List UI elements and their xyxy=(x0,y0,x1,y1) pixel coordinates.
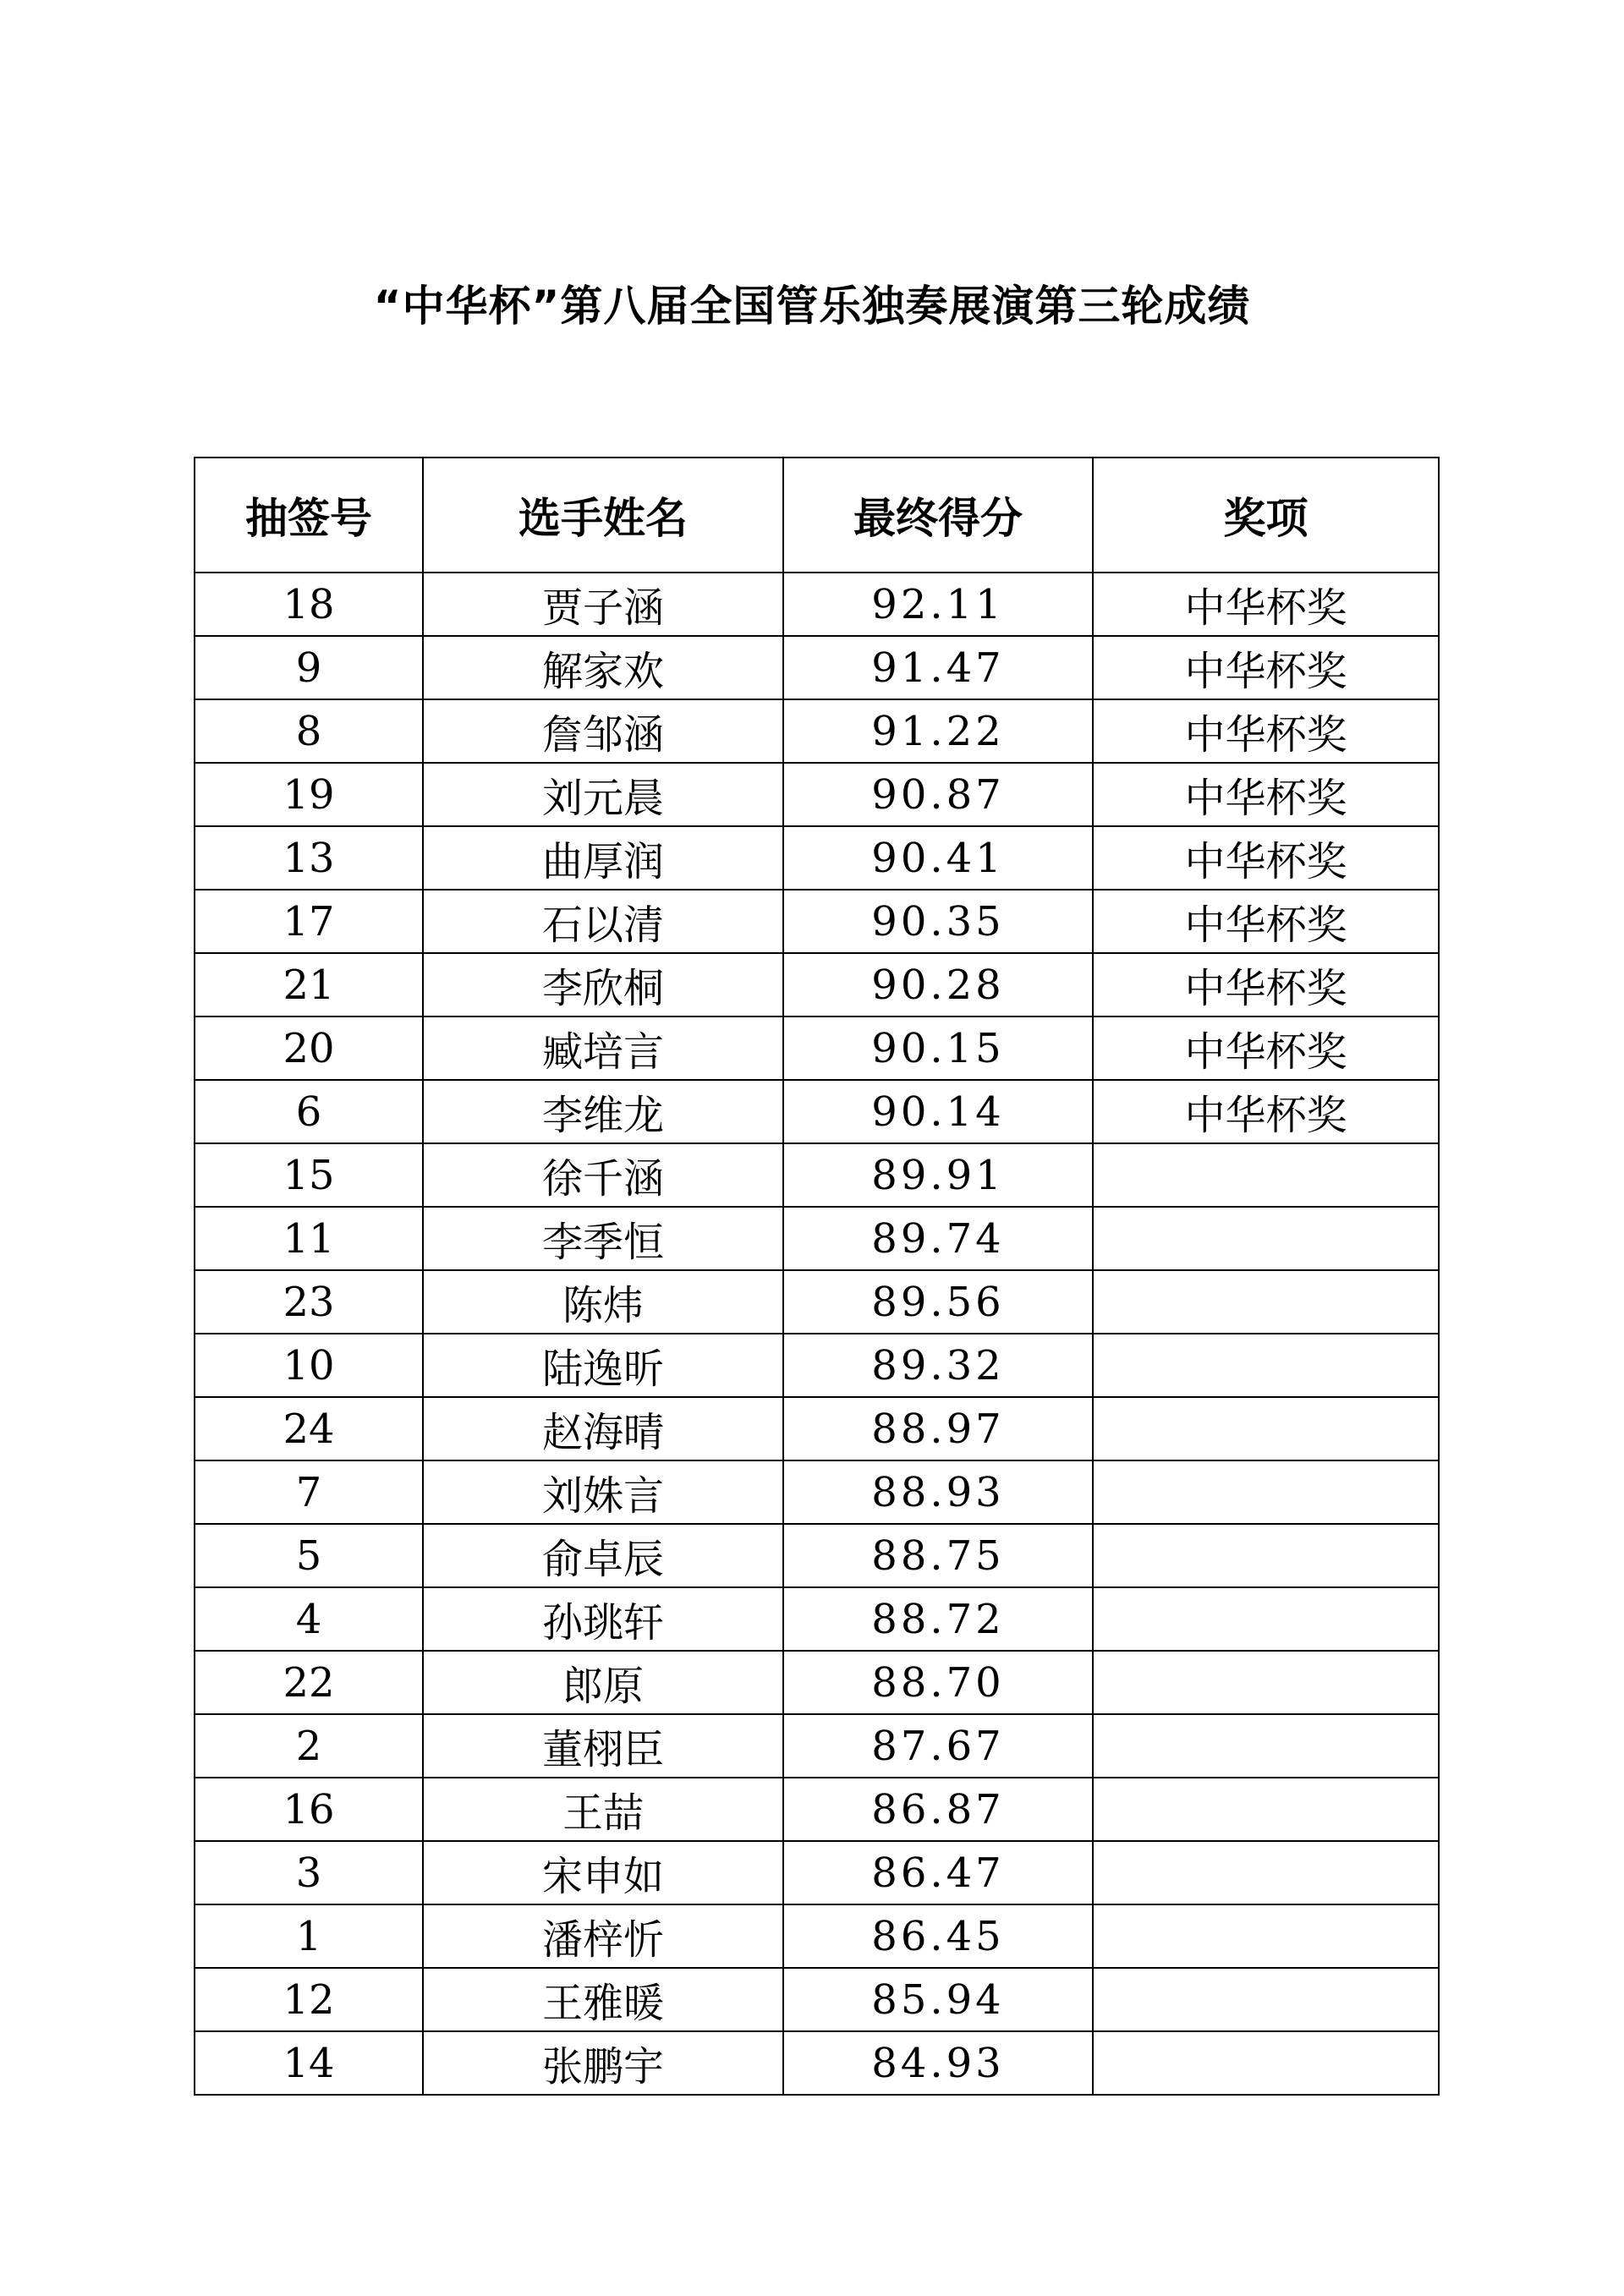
cell-award: 中华杯奖 xyxy=(1093,699,1439,763)
cell-contestant-name: 郎原 xyxy=(423,1651,783,1714)
table-row xyxy=(195,1397,1439,1460)
cell-final-score: 89.56 xyxy=(783,1270,1093,1334)
cell-contestant-name: 李欣桐 xyxy=(423,953,783,1016)
cell-draw-number: 23 xyxy=(195,1270,423,1334)
cell-contestant-name: 俞卓辰 xyxy=(423,1524,783,1587)
table-row xyxy=(195,1904,1439,1968)
cell-draw-number: 1 xyxy=(195,1904,423,1968)
cell-contestant-name: 孙珧轩 xyxy=(423,1587,783,1651)
cell-contestant-name: 宋申如 xyxy=(423,1841,783,1904)
cell-final-score: 88.97 xyxy=(783,1397,1093,1460)
cell-award xyxy=(1093,1334,1439,1397)
cell-award xyxy=(1093,1968,1439,2031)
cell-draw-number: 17 xyxy=(195,890,423,953)
table-row xyxy=(195,1207,1439,1270)
cell-draw-number: 22 xyxy=(195,1651,423,1714)
table-row xyxy=(195,636,1439,699)
cell-contestant-name: 曲厚润 xyxy=(423,826,783,890)
table-row xyxy=(195,890,1439,953)
cell-draw-number: 6 xyxy=(195,1080,423,1143)
cell-final-score: 90.14 xyxy=(783,1080,1093,1143)
cell-contestant-name: 刘元晨 xyxy=(423,763,783,826)
cell-award xyxy=(1093,1397,1439,1460)
cell-final-score: 89.32 xyxy=(783,1334,1093,1397)
cell-contestant-name: 石以清 xyxy=(423,890,783,953)
cell-final-score: 91.47 xyxy=(783,636,1093,699)
cell-draw-number: 20 xyxy=(195,1016,423,1080)
cell-final-score: 86.45 xyxy=(783,1904,1093,1968)
cell-contestant-name: 陆逸昕 xyxy=(423,1334,783,1397)
cell-draw-number: 7 xyxy=(195,1460,423,1524)
cell-award: 中华杯奖 xyxy=(1093,763,1439,826)
cell-draw-number: 19 xyxy=(195,763,423,826)
cell-award: 中华杯奖 xyxy=(1093,890,1439,953)
cell-draw-number: 9 xyxy=(195,636,423,699)
header-contestant-name: 选手姓名 xyxy=(423,458,783,573)
header-draw-number: 抽签号 xyxy=(195,458,423,573)
cell-award xyxy=(1093,2031,1439,2095)
cell-final-score: 90.15 xyxy=(783,1016,1093,1080)
table-row xyxy=(195,953,1439,1016)
cell-award: 中华杯奖 xyxy=(1093,826,1439,890)
table-row xyxy=(195,763,1439,826)
header-award: 奖项 xyxy=(1093,458,1439,573)
cell-final-score: 88.93 xyxy=(783,1460,1093,1524)
table-row xyxy=(195,1651,1439,1714)
table-row xyxy=(195,1270,1439,1334)
results-table xyxy=(194,457,1440,2096)
cell-award xyxy=(1093,1460,1439,1524)
cell-award xyxy=(1093,1904,1439,1968)
cell-contestant-name: 臧培言 xyxy=(423,1016,783,1080)
cell-contestant-name: 张鹏宇 xyxy=(423,2031,783,2095)
cell-final-score: 85.94 xyxy=(783,1968,1093,2031)
table-row xyxy=(195,1778,1439,1841)
table-row xyxy=(195,826,1439,890)
cell-final-score: 88.72 xyxy=(783,1587,1093,1651)
cell-contestant-name: 潘梓忻 xyxy=(423,1904,783,1968)
cell-draw-number: 8 xyxy=(195,699,423,763)
cell-final-score: 86.47 xyxy=(783,1841,1093,1904)
cell-final-score: 90.87 xyxy=(783,763,1093,826)
cell-contestant-name: 陈炜 xyxy=(423,1270,783,1334)
cell-final-score: 87.67 xyxy=(783,1714,1093,1778)
cell-contestant-name: 王雅暖 xyxy=(423,1968,783,2031)
header-final-score: 最终得分 xyxy=(783,458,1093,573)
table-row xyxy=(195,1460,1439,1524)
table-row xyxy=(195,1524,1439,1587)
cell-final-score: 90.28 xyxy=(783,953,1093,1016)
cell-final-score: 90.41 xyxy=(783,826,1093,890)
table-row xyxy=(195,1143,1439,1207)
cell-draw-number: 10 xyxy=(195,1334,423,1397)
page-title: “中华杯”第八届全国管乐独奏展演第三轮成绩 xyxy=(373,282,1251,331)
table-row xyxy=(195,1080,1439,1143)
table-row xyxy=(195,2031,1439,2095)
table-body xyxy=(195,573,1439,2095)
cell-contestant-name: 解家欢 xyxy=(423,636,783,699)
cell-award: 中华杯奖 xyxy=(1093,953,1439,1016)
cell-final-score: 91.22 xyxy=(783,699,1093,763)
table-row xyxy=(195,1587,1439,1651)
cell-final-score: 92.11 xyxy=(783,573,1093,636)
cell-contestant-name: 徐千涵 xyxy=(423,1143,783,1207)
cell-contestant-name: 李季恒 xyxy=(423,1207,783,1270)
cell-contestant-name: 王喆 xyxy=(423,1778,783,1841)
cell-final-score: 90.35 xyxy=(783,890,1093,953)
cell-draw-number: 4 xyxy=(195,1587,423,1651)
cell-award xyxy=(1093,1714,1439,1778)
cell-draw-number: 2 xyxy=(195,1714,423,1778)
cell-draw-number: 13 xyxy=(195,826,423,890)
table-row xyxy=(195,573,1439,636)
cell-contestant-name: 詹邹涵 xyxy=(423,699,783,763)
cell-draw-number: 11 xyxy=(195,1207,423,1270)
cell-draw-number: 16 xyxy=(195,1778,423,1841)
cell-award xyxy=(1093,1207,1439,1270)
table-header-row xyxy=(195,458,1439,573)
cell-award xyxy=(1093,1841,1439,1904)
table-row xyxy=(195,1841,1439,1904)
cell-final-score: 88.75 xyxy=(783,1524,1093,1587)
cell-award xyxy=(1093,1524,1439,1587)
cell-draw-number: 24 xyxy=(195,1397,423,1460)
cell-draw-number: 21 xyxy=(195,953,423,1016)
cell-award: 中华杯奖 xyxy=(1093,573,1439,636)
cell-award: 中华杯奖 xyxy=(1093,636,1439,699)
cell-award: 中华杯奖 xyxy=(1093,1080,1439,1143)
cell-contestant-name: 赵海晴 xyxy=(423,1397,783,1460)
cell-draw-number: 3 xyxy=(195,1841,423,1904)
table-row xyxy=(195,1016,1439,1080)
cell-draw-number: 12 xyxy=(195,1968,423,2031)
cell-final-score: 89.91 xyxy=(783,1143,1093,1207)
cell-award xyxy=(1093,1778,1439,1841)
cell-draw-number: 15 xyxy=(195,1143,423,1207)
cell-final-score: 86.87 xyxy=(783,1778,1093,1841)
cell-draw-number: 14 xyxy=(195,2031,423,2095)
table-row xyxy=(195,699,1439,763)
table-row xyxy=(195,1968,1439,2031)
cell-contestant-name: 贾子涵 xyxy=(423,573,783,636)
cell-contestant-name: 刘姝言 xyxy=(423,1460,783,1524)
cell-award: 中华杯奖 xyxy=(1093,1016,1439,1080)
cell-draw-number: 5 xyxy=(195,1524,423,1587)
table-row xyxy=(195,1714,1439,1778)
cell-final-score: 89.74 xyxy=(783,1207,1093,1270)
cell-award xyxy=(1093,1270,1439,1334)
cell-final-score: 84.93 xyxy=(783,2031,1093,2095)
cell-contestant-name: 李维龙 xyxy=(423,1080,783,1143)
cell-final-score: 88.70 xyxy=(783,1651,1093,1714)
cell-award xyxy=(1093,1651,1439,1714)
table-row xyxy=(195,1334,1439,1397)
cell-award xyxy=(1093,1587,1439,1651)
cell-award xyxy=(1093,1143,1439,1207)
cell-contestant-name: 董栩臣 xyxy=(423,1714,783,1778)
cell-draw-number: 18 xyxy=(195,573,423,636)
